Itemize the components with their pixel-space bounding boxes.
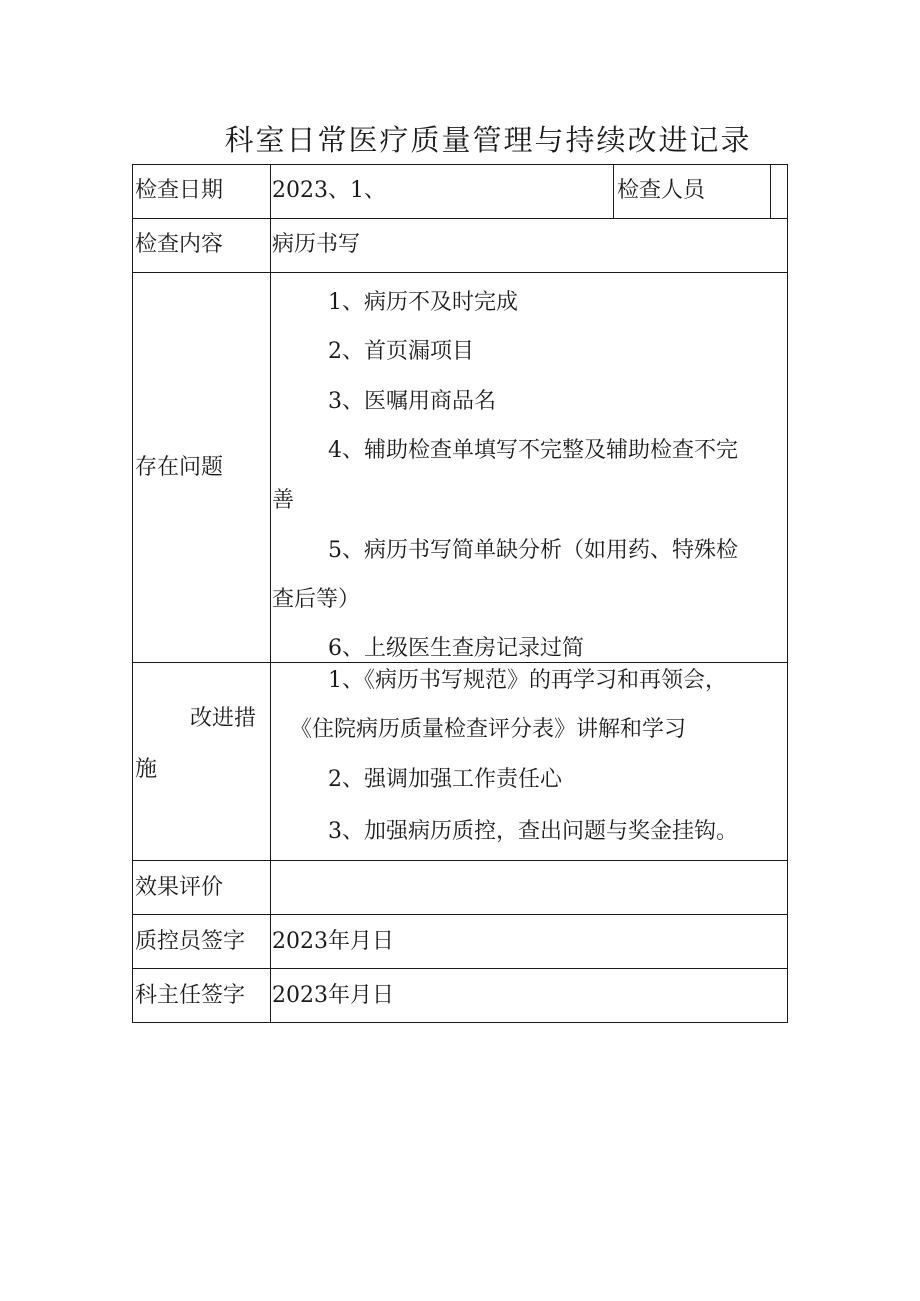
table-border-right (787, 164, 788, 1023)
problem-item: 1、病历不及时完成 (328, 290, 518, 315)
improvement-item: 2、强调加强工作责任心 (328, 767, 562, 792)
column-divider (770, 164, 771, 218)
improvement-label: 改进措 (190, 706, 257, 731)
row-divider (132, 860, 788, 861)
improvement-item-continued: 《住院病历质量检查评分表》讲解和学习 (290, 717, 687, 742)
qc-sign-label: 质控员签字 (135, 929, 246, 954)
check-date-value: 2023、1、 (272, 178, 386, 203)
problem-item-continued: 善 (272, 488, 295, 513)
problem-item: 6、上级医生查房记录过简 (328, 636, 584, 661)
problem-item: 2、首页漏项目 (328, 339, 474, 364)
problem-item-continued: 查后等） (272, 587, 361, 612)
inspector-label: 检查人员 (617, 178, 706, 203)
improvement-item: 3、加强病历质控，查出问题与奖金挂钩。 (328, 819, 738, 844)
row-divider (132, 914, 788, 915)
check-date-label: 检查日期 (135, 178, 224, 203)
row-divider (132, 968, 788, 969)
table-border-left (132, 164, 133, 1023)
check-content-label: 检查内容 (135, 232, 224, 257)
improvement-item: 1、《病历书写规范》的再学习和再领会， (328, 668, 727, 693)
column-divider (613, 164, 614, 218)
row-divider (132, 272, 788, 273)
problem-item: 3、医嘱用商品名 (328, 389, 496, 414)
director-sign-label: 科主任签字 (135, 983, 246, 1008)
effect-label: 效果评价 (135, 875, 224, 900)
problems-label: 存在问题 (135, 455, 224, 480)
table-border-bottom (132, 1022, 788, 1023)
row-divider (132, 218, 788, 219)
problem-item: 5、病历书写简单缺分析（如用药、特殊检 (328, 538, 738, 563)
check-content-value: 病历书写 (272, 232, 361, 257)
table-border-top (132, 164, 788, 165)
problem-item: 4、辅助检查单填写不完整及辅助检查不完 (328, 438, 738, 463)
column-divider (270, 164, 271, 1023)
director-sign-date: 2023年月日 (272, 983, 394, 1008)
document-title: 科室日常医疗质量管理与持续改进记录 (224, 123, 752, 157)
improvement-label-continued: 施 (135, 757, 158, 782)
qc-sign-date: 2023年月日 (272, 929, 394, 954)
